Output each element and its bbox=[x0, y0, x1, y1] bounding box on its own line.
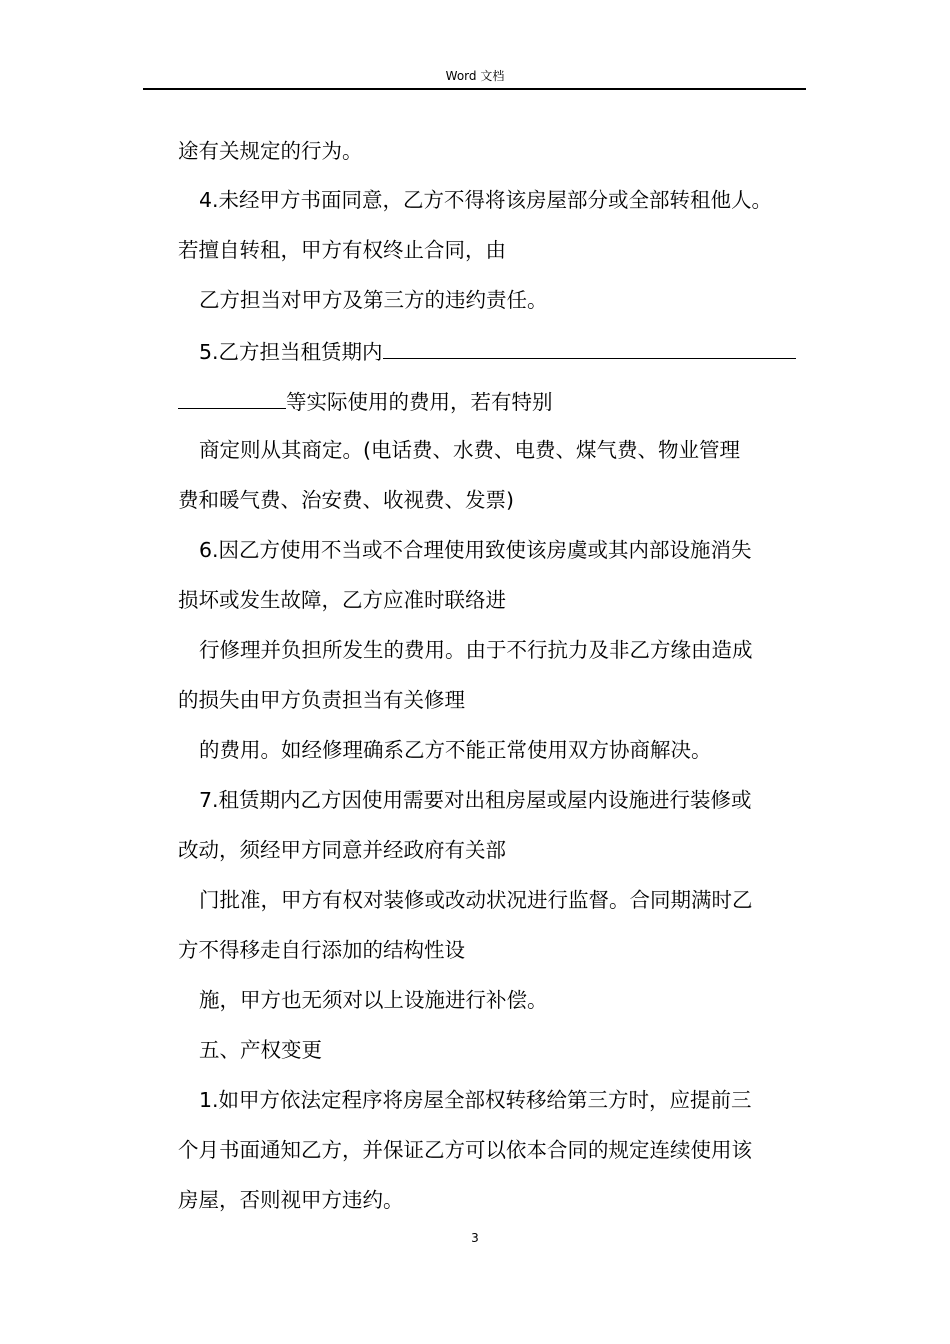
clause-4-line: 4.未经甲方书面同意，乙方不得将该房屋部分或全部转租他人。 bbox=[199, 188, 773, 212]
text-line: 改动，须经甲方同意并经政府有关部 bbox=[178, 838, 506, 862]
text-line: 乙方担当对甲方及第三方的违约责任。 bbox=[199, 288, 548, 312]
section-heading: 五、产权变更 bbox=[199, 1038, 322, 1062]
clause-5-text: 5.乙方担当租赁期内 bbox=[199, 340, 383, 364]
text-segment: 等实际使用的费用，若有特别 bbox=[286, 390, 553, 414]
text-line: 方不得移走自行添加的结构性设 bbox=[178, 938, 465, 962]
text-line: 的费用。如经修理确系乙方不能正常使用双方协商解决。 bbox=[199, 738, 712, 762]
clause-7-line: 7.租赁期内乙方因使用需要对出租房屋或屋内设施进行装修或 bbox=[199, 788, 752, 812]
clause-1-line: 1.如甲方依法定程序将房屋全部权转移给第三方时，应提前三 bbox=[199, 1088, 752, 1112]
text-line: 商定则从其商定。(电话费、水费、电费、煤气费、物业管理 bbox=[199, 438, 740, 462]
text-line bbox=[178, 386, 553, 416]
text-line: 若擅自转租，甲方有权终止合同，由 bbox=[178, 238, 506, 262]
text-line: 途有关规定的行为。 bbox=[178, 139, 363, 163]
text-line: 损坏或发生故障，乙方应准时联络进 bbox=[178, 588, 506, 612]
fill-in-blank[interactable] bbox=[383, 336, 796, 359]
page-number: 3 bbox=[471, 1231, 479, 1245]
text-line: 个月书面通知乙方，并保证乙方可以依本合同的规定连续使用该 bbox=[178, 1138, 752, 1162]
text-line: 的损失由甲方负责担当有关修理 bbox=[178, 688, 465, 712]
text-line: 行修理并负担所发生的费用。由于不行抗力及非乙方缘由造成 bbox=[199, 638, 753, 662]
text-line: 门批准，甲方有权对装修或改动状况进行监督。合同期满时乙 bbox=[199, 888, 753, 912]
clause-6-line: 6.因乙方使用不当或不合理使用致使该房虞或其内部设施消失 bbox=[199, 538, 752, 562]
text-line: 房屋，否则视甲方违约。 bbox=[178, 1188, 404, 1212]
clause-5-line bbox=[199, 336, 796, 366]
header-divider bbox=[143, 88, 806, 90]
page-header-title: Word 文档 bbox=[445, 69, 505, 83]
text-line: 施，甲方也无须对以上设施进行补偿。 bbox=[199, 988, 548, 1012]
text-line: 费和暖气费、治安费、收视费、发票) bbox=[178, 488, 514, 512]
fill-in-blank[interactable] bbox=[178, 386, 286, 409]
